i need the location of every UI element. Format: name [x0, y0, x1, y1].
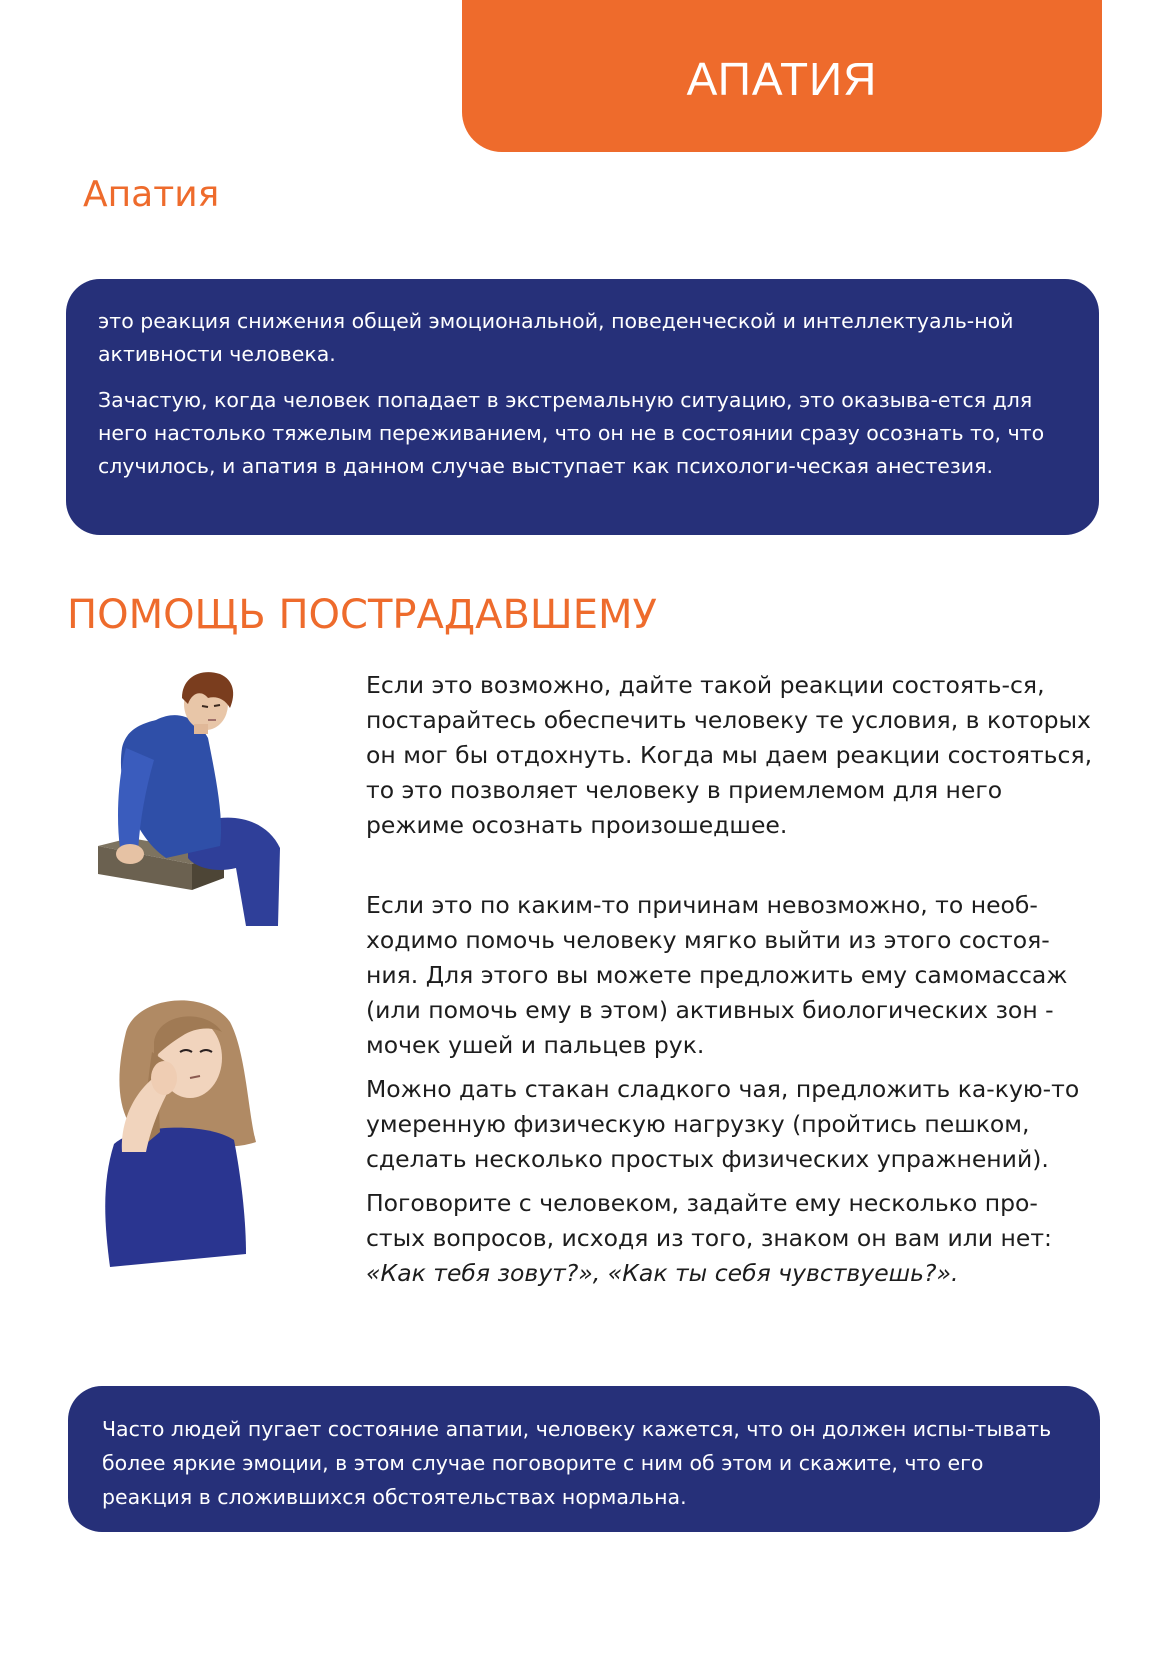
- header-tab: [462, 0, 1102, 152]
- help-section-title: ПОМОЩЬ ПОСТРАДАВШЕМУ: [67, 592, 657, 638]
- help-paragraph: Если это по каким-то причинам невозможно, то необ-ходимо помочь человеку мягко выйти из этого состоя-ния. Для этого вы можете предложить ему самомассаж (или помочь ему в этом) активных биологических зон - мочек ушей и пальцев рук.: [366, 891, 1068, 1059]
- definition-paragraph: это реакция снижения общей эмоциональной, поведенческой и интеллектуаль-ной активности человека.: [98, 309, 1014, 366]
- help-paragraph: Если это возможно, дайте такой реакции состоять-ся, постарайтесь обеспечить человеку те условия, в которых он мог бы отдохнуть. Когда мы даем реакции состояться, то это позволяет человеку в приемлемом для него режиме осознать произошедшее.: [366, 671, 1093, 839]
- subtitle: Апатия: [83, 174, 220, 215]
- bottom-note-text: Часто людей пугает состояние апатии, человеку кажется, что он должен испы-тывать более яркие эмоции, в этом случае поговорите с ним об этом и скажите, что его реакция в сложившихся обстоятельствах нормальна.: [102, 1417, 1052, 1509]
- definition-box: [66, 279, 1099, 535]
- sitting-man-illustration: [96, 668, 296, 926]
- help-paragraph-text: Поговорите с человеком, задайте ему несколько про-стых вопросов, исходя из того, знаком он вам или нет:: [366, 1189, 1052, 1252]
- tired-woman-illustration: [96, 992, 266, 1267]
- help-paragraph: Можно дать стакан сладкого чая, предложить ка-кую-то умеренную физическую нагрузку (пройтись пешком, сделать несколько простых физических упражнений).: [366, 1075, 1080, 1173]
- help-text-block-b: [366, 888, 1096, 1291]
- definition-paragraph: Зачастую, когда человек попадает в экстремальную ситуацию, это оказыва-ется для него настолько тяжелым переживанием, что он не в состоянии сразу осознать то, что случилось, и апатия в данном случае выступает как психологи-ческая анестезия.: [98, 388, 1045, 478]
- help-paragraph: [366, 1186, 1096, 1291]
- example-questions: «Как тебя зовут?», «Как ты себя чувствуешь?».: [366, 1259, 959, 1287]
- bottom-note-box: [68, 1386, 1100, 1532]
- help-text-block-a: [366, 668, 1096, 852]
- header-tab-title: АПАТИЯ: [686, 53, 878, 105]
